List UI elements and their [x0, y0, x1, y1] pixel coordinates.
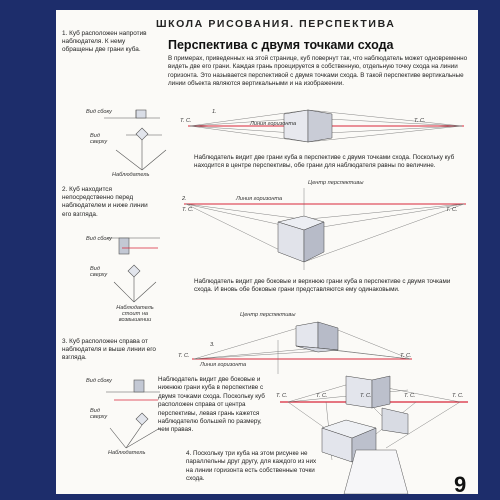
figure-1-vp-left: Т. С. [180, 118, 192, 124]
figure-4-vp-1: Т. С. [276, 393, 288, 399]
figure-3-center-label: Центр перспективы [240, 312, 296, 318]
figure-3-number: 3. [210, 342, 215, 348]
top-view-label-2: Вид сверху [90, 266, 108, 278]
book-page [56, 10, 478, 497]
figure-4-vp-3: Т. С. [360, 393, 372, 399]
figure-4-vp-5: Т. С. [452, 393, 464, 399]
figure-4-vp-2: Т. С. [316, 393, 328, 399]
observer-label-1: Наблюдатель [112, 172, 150, 178]
figure-2-number: 2. [182, 196, 187, 202]
paragraph-1: Наблюдатель видит две грани куба в перспективе с двумя точками схода. Поскольку куб находится в центре перспективы, обе грани для наблюдателя равны по величине. [194, 154, 455, 170]
side-view-label-1: Вид сбоку [86, 109, 112, 115]
figure-2 [184, 188, 466, 270]
figure-2-vp-right: Т. С. [446, 207, 458, 213]
figure-2-vp-left: Т. С. [182, 207, 194, 213]
top-view-label-1: Вид сверху [90, 133, 108, 145]
figure-3-vp-right: Т. С. [400, 353, 412, 359]
sidebar-sketch-3 [106, 380, 160, 448]
page-number: 9 [454, 472, 467, 497]
figure-1-vp-right: Т. С. [414, 118, 426, 124]
observer-elevated-label: Наблюдатель стоит на возвышении [116, 305, 154, 323]
figure-4-vp-4: Т. С. [404, 393, 416, 399]
side-view-label-2: Вид сбоку [86, 236, 112, 242]
paragraph-4: 4. Поскольку три куба на этом рисунке не параллельны друг другу, для каждого из них на линии горизонта есть собственные точки схода. [186, 450, 317, 483]
sidebar-step-1: 1. Куб расположен напротив наблюдателя. К нему обращены две грани куба. [62, 30, 147, 54]
figure-1 [188, 110, 464, 142]
sidebar-sketch-1 [104, 110, 166, 170]
figure-1-horizon-label: Линия горизонта [250, 121, 297, 127]
figure-2-horizon-label: Линия горизонта [236, 196, 283, 202]
paragraph-3: Наблюдатель видит две боковые и нижнюю грани куба в перспективе с двумя точками схода. Поскольку куб расположен справа от центра перспективы, левая грань кажется наблюдателю большей по размеру, чем правая. [158, 376, 265, 434]
sidebar-step-2: 2. Куб находится непосредственно перед наблюдателем и ниже линии его взгляда. [62, 186, 148, 218]
top-view-label-3: Вид сверху [90, 408, 108, 420]
figure-3-horizon-label: Линия горизонта [200, 362, 247, 368]
paragraph-2: Наблюдатель видит две боковые и верхнюю грани куба в перспективе с двумя точками схода. И вновь обе боковые грани представляются ему одинаковыми. [194, 278, 451, 294]
figure-3-vp-left: Т. С. [178, 353, 190, 359]
sidebar-step-3: 3. Куб расположен справа от наблюдателя и выше линии его взгляда. [62, 338, 156, 362]
page-header: ШКОЛА РИСОВАНИЯ. ПЕРСПЕКТИВА [156, 18, 396, 30]
figure-2-center-label: Центр перспективы [308, 180, 364, 186]
intro-paragraph: В примерах, приведенных на этой странице, куб повернут так, что наблюдатель может одновременно видеть две его грани. Каждая грань проецируется в собственную, отдельную точку схода на линии горизонта. Это называется перспективой с двумя точками схода. В такой перспективе вертикальные линии объекта являются вертикальными и на изображении. [168, 55, 468, 88]
observer-label-3: Наблюдатель [108, 450, 146, 456]
sidebar-sketch-2 [108, 238, 160, 302]
page-title: Перспектива с двумя точками схода [168, 38, 394, 52]
side-view-label-3: Вид сбоку [86, 378, 112, 384]
figure-1-number: 1. [212, 109, 217, 115]
